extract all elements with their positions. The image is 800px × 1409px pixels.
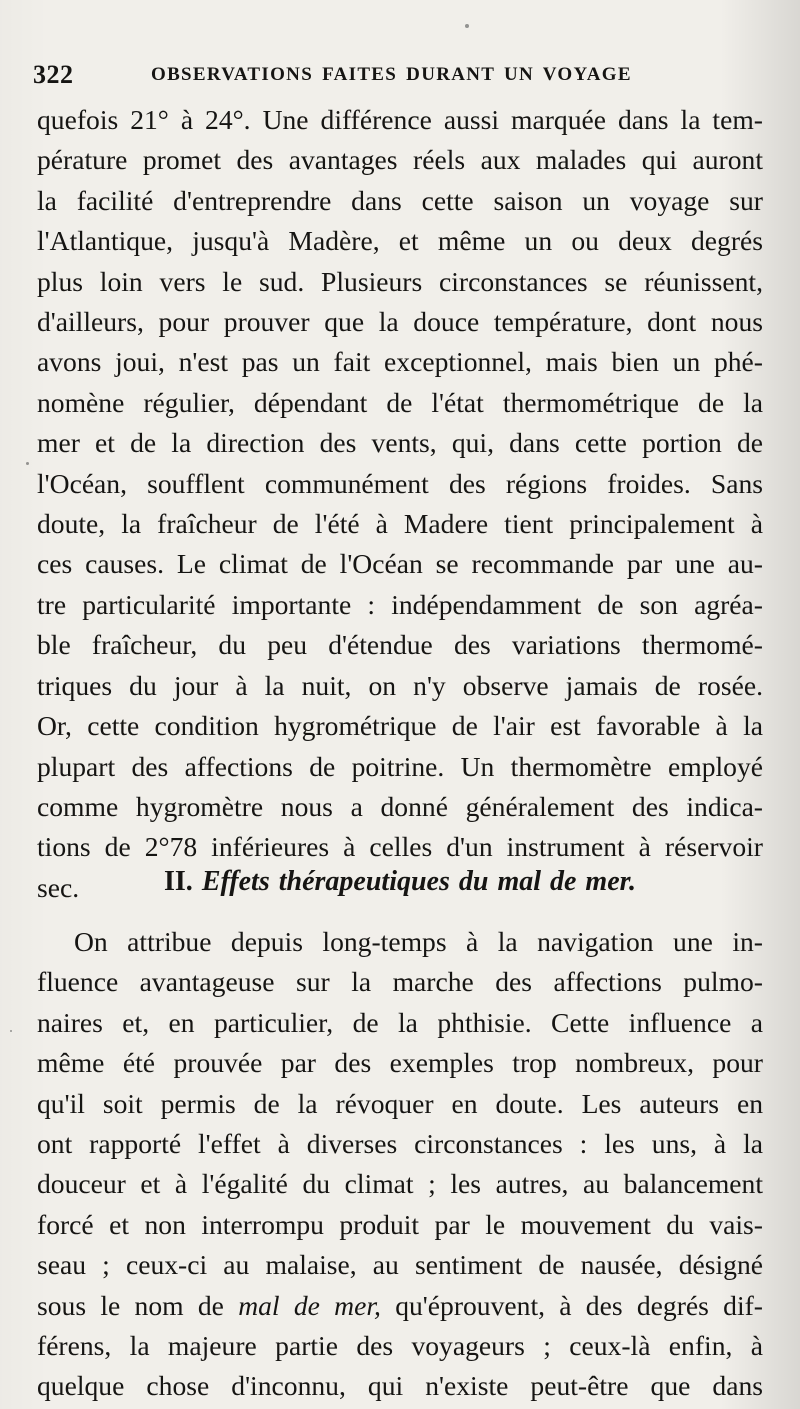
paragraph-1 bbox=[37, 100, 763, 908]
text-line: mer et de la direction des vents, qui, dans cette portion de bbox=[37, 427, 763, 459]
text-line: comme hygromètre nous a donné généralement des indica- bbox=[37, 790, 763, 822]
section-title: Effets thérapeutiques du mal de mer. bbox=[201, 866, 636, 897]
text-line: la facilité d'entreprendre dans cette saison un voyage sur bbox=[37, 184, 763, 216]
text-line: plupart des affections de poitrine. Un thermomètre employé bbox=[37, 750, 763, 782]
paper-speck bbox=[26, 462, 29, 465]
running-head: OBSERVATIONS FAITES DURANT UN VOYAGE bbox=[151, 64, 632, 85]
text-line: doute, la fraîcheur de l'été à Madere tient principalement à bbox=[37, 508, 763, 540]
italic-term: mal de mer, bbox=[238, 1289, 381, 1321]
page-number: 322 bbox=[33, 60, 74, 89]
text-line-with-italic bbox=[37, 1286, 763, 1326]
text-line: même été prouvée par des exemples trop nombreux, pour bbox=[37, 1047, 763, 1079]
text-line: plus loin vers le sud. Plusieurs circonstances se réunissent, bbox=[37, 265, 763, 297]
text-line: tre particularité importante : indépendamment de son agréa- bbox=[37, 588, 763, 620]
text-line: ces causes. Le climat de l'Océan se recommande par une au- bbox=[37, 548, 763, 580]
text-line: d'ailleurs, pour prouver que la douce température, dont nous bbox=[37, 306, 763, 338]
text-line: On attribue depuis long-temps à la navigation une in- bbox=[74, 926, 763, 957]
text-line: quefois 21° à 24°. Une différence aussi marquée dans la tem- bbox=[37, 104, 763, 135]
text-line: naires et, en particulier, de la phthisie. Cette influence a bbox=[37, 1006, 763, 1038]
text-line: seau ; ceux-ci au malaise, au sentiment de nausée, désigné bbox=[37, 1249, 763, 1281]
text-line: quelque chose d'inconnu, qui n'existe peut-être que dans bbox=[37, 1370, 763, 1402]
paper-speck bbox=[10, 1030, 12, 1032]
text-line: nomène régulier, dépendant de l'état thermométrique de la bbox=[37, 386, 763, 418]
text-line: tions de 2°78 inférieures à celles d'un instrument à réservoir bbox=[37, 831, 763, 863]
text-line: qu'il soit permis de la révoquer en doute. Les auteurs en bbox=[37, 1087, 763, 1119]
text-line: férens, la majeure partie des voyageurs ; ceux-là enfin, à bbox=[37, 1330, 763, 1362]
section-heading bbox=[0, 866, 800, 898]
text-line: Or, cette condition hygrométrique de l'air est favorable à la bbox=[37, 710, 763, 742]
text-line: l'Atlantique, jusqu'à Madère, et même un ou deux degrés bbox=[37, 225, 763, 257]
text-line: triques du jour à la nuit, on n'y observe jamais de rosée. bbox=[37, 669, 763, 701]
text-line: douceur et à l'égalité du climat ; les autres, au balancement bbox=[37, 1168, 763, 1200]
page-header bbox=[33, 60, 768, 90]
text-line: ont rapporté l'effet à diverses circonstances : les uns, à la bbox=[37, 1128, 763, 1160]
paper-speck bbox=[465, 24, 469, 28]
text-line: pérature promet des avantages réels aux malades qui auront bbox=[37, 144, 763, 176]
text-line: avons joui, n'est pas un fait exceptionnel, mais bien un phé- bbox=[37, 346, 763, 378]
text-line: sec. bbox=[37, 871, 80, 903]
text-line: forcé et non interrompu produit par le mouvement du vais- bbox=[37, 1208, 763, 1240]
paragraph-2 bbox=[37, 922, 763, 1407]
text-line: fluence avantageuse sur la marche des affections pulmo- bbox=[37, 966, 763, 998]
text-line: ble fraîcheur, du peu d'étendue des variations thermomé- bbox=[37, 629, 763, 661]
text-segment: qu'éprouvent, à des degrés dif- bbox=[380, 1289, 763, 1321]
section-number: II. bbox=[164, 866, 193, 897]
text-line: l'Océan, soufflent communément des régions froides. Sans bbox=[37, 467, 763, 499]
text-segment: sous le nom de bbox=[37, 1289, 239, 1321]
